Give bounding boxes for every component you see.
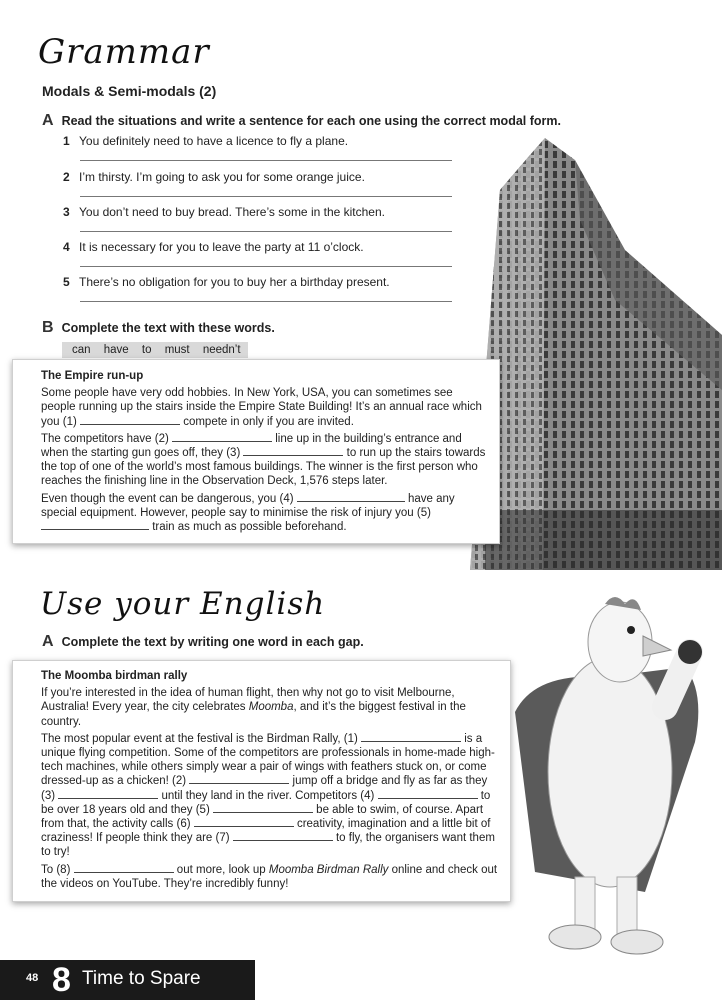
item-text: There’s no obligation for you to buy her a birthday present. — [79, 275, 390, 289]
item-number: 2 — [63, 170, 70, 184]
grammar-subtitle: Modals & Semi-modals (2) — [42, 83, 217, 99]
item-text: It is necessary for you to leave the party at 11 o’clock. — [79, 240, 364, 254]
gap-5[interactable] — [213, 803, 313, 813]
moomba-text-panel — [12, 660, 511, 902]
item-number: 5 — [63, 275, 70, 289]
gap-5[interactable] — [41, 520, 149, 530]
word-bank-item: needn’t — [202, 344, 241, 356]
passage-paragraph: To (8) out more, look up Moomba Birdman Rally online and check out the videos on YouTube. They’re incredibly funny! — [41, 863, 498, 890]
item-number: 1 — [63, 134, 70, 148]
answer-line-4[interactable] — [80, 266, 452, 267]
gap-1[interactable] — [361, 732, 461, 742]
unit-title: Time to Spare — [82, 968, 201, 989]
gap-2[interactable] — [189, 774, 289, 784]
answer-line-2[interactable] — [80, 196, 452, 197]
task-letter: A — [42, 112, 54, 129]
gap-3[interactable] — [243, 446, 343, 456]
use-english-task-a — [42, 633, 364, 651]
passage-paragraph: The most popular event at the festival is the Birdman Rally, (1) is a unique flying competition. Some of the competitors are professionals in home-made high-tech machines, while others simply wear a pair of wings with feathers stuck on, or come dressed-up as a chicken! (2) jump off a bridge and fly as far as they (3) until they land in the river. Competitors (4) to be over 18 years old and they (5) be able to swim, of course. Apart from that, the activity calls (6) creativity, imagination and a little bit of craziness! If people think they are (7) to fly, the organisers want them to try! — [41, 732, 495, 859]
passage-title: The Moomba birdman rally — [41, 670, 188, 682]
task-letter: A — [42, 633, 54, 650]
answer-line-3[interactable] — [80, 231, 452, 232]
task-text: Read the situations and write a sentence for each one using the correct modal form. — [61, 114, 561, 128]
word-bank-item: to — [141, 344, 152, 356]
item-text: I’m thirsty. I’m going to ask you for some orange juice. — [79, 170, 365, 184]
exercise-item-5 — [63, 275, 453, 289]
word-bank-item: must — [164, 344, 190, 356]
passage-paragraph: Some people have very odd hobbies. In New York, USA, you can sometimes see people running up the stairs inside the Empire State Building! It’s an annual race which you (1) compete in only if you are invited. — [41, 387, 482, 428]
exercise-item-1 — [63, 134, 453, 148]
task-b-instruction — [42, 319, 275, 337]
item-text: You definitely need to have a licence to fly a plane. — [79, 134, 349, 148]
item-text: You don’t need to buy bread. There’s some in the kitchen. — [79, 205, 385, 219]
item-number: 4 — [63, 240, 70, 254]
page-number: 48 — [26, 972, 39, 984]
passage-paragraph: If you’re interested in the idea of human flight, then why not go to visit Melbourne, Australia! Every year, the city celebrates Moomba, and it’s the biggest festival in the country. — [41, 687, 466, 728]
word-bank-item: can — [72, 344, 91, 356]
chicken-costume-photo — [495, 592, 722, 972]
unit-number: 8 — [52, 961, 71, 999]
task-text: Complete the text by writing one word in each gap. — [61, 635, 364, 649]
gap-6[interactable] — [194, 817, 294, 827]
section-heading-grammar: Grammar — [38, 32, 210, 72]
section-heading-use-your-english: Use your English — [40, 586, 326, 622]
gap-1[interactable] — [80, 415, 180, 425]
word-bank-item: have — [103, 344, 129, 356]
answer-line-1[interactable] — [80, 160, 452, 161]
answer-line-5[interactable] — [80, 301, 452, 302]
exercise-item-4 — [63, 240, 453, 254]
exercise-item-3 — [63, 205, 453, 219]
task-a-instruction — [42, 112, 561, 130]
page-footer — [0, 960, 255, 1000]
exercise-item-2 — [63, 170, 453, 184]
word-bank — [62, 342, 248, 358]
gap-4[interactable] — [378, 789, 478, 799]
gap-2[interactable] — [172, 432, 272, 442]
passage-paragraph: The competitors have (2) line up in the building’s entrance and when the starting gun goes off, they (3) to run up the stairs towards the top of one of the world’s most famous buildings. The winner is the first person who reaches the finishing line in the Observation Deck, 1,576 steps later. — [41, 432, 486, 488]
gap-3[interactable] — [58, 789, 158, 799]
task-text: Complete the text with these words. — [61, 321, 275, 335]
empire-run-up-text-panel — [12, 359, 500, 544]
gap-4[interactable] — [297, 492, 405, 502]
gap-8[interactable] — [74, 863, 174, 873]
task-letter: B — [42, 319, 54, 336]
passage-title: The Empire run-up — [41, 370, 144, 382]
item-number: 3 — [63, 205, 70, 219]
passage-paragraph: Even though the event can be dangerous, you (4) have any special equipment. However, people say to minimise the risk of injury you (5) train as much as possible beforehand. — [41, 492, 455, 534]
gap-7[interactable] — [233, 831, 333, 841]
